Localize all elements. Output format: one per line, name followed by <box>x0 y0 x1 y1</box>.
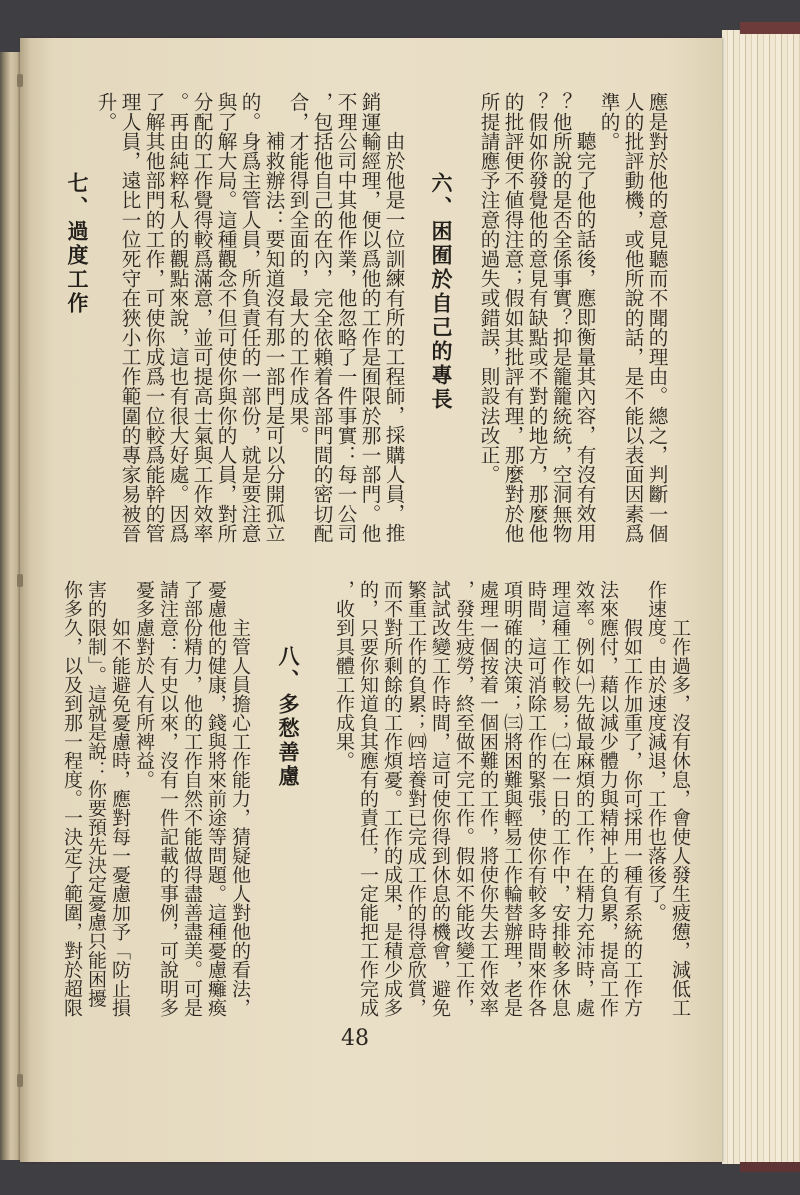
text-column: 時間，這可消除工作的緊張，使你有較多時間來作各 <box>525 580 547 1017</box>
section-6-text-block <box>93 92 405 543</box>
text-column: 繁重工作的負累；㈣培養對已完成工作的得意欣賞， <box>405 580 427 1017</box>
section-heading-7: 七、過度工作 <box>65 172 89 316</box>
text-column: 與了解大局。這種觀念不但可使你與你的人員，對所 <box>214 92 237 543</box>
intro-text-block <box>476 92 668 543</box>
text-column: 的，只要你知道負其應有的責任，一定能把工作完成 <box>357 580 379 1017</box>
text-column: 由於他是一位訓練有所的工程師，採購人員，推 <box>382 131 405 543</box>
paragraph <box>596 92 668 543</box>
section-heading-8: 八、多愁善慮 <box>276 645 300 789</box>
binding-hole <box>17 1074 23 1087</box>
paragraph <box>476 92 596 543</box>
paragraph <box>93 92 285 543</box>
book-cover-edge-top <box>740 22 800 34</box>
text-column: 補救辦法：要知道沒有那一部門是可以分開孤立 <box>262 131 285 543</box>
text-column: 的批評便不値得注意；假如其批評有理，那麼對於他 <box>501 92 524 543</box>
text-column: 工作過多，沒有休息，會使人發生疲憊，減低工 <box>669 618 691 1017</box>
text-column: 升。 <box>94 92 117 132</box>
paragraph <box>60 580 132 1017</box>
text-column: 了部份精力，他的工作自然不能做得盡善盡美。可是 <box>181 580 203 1017</box>
text-column: 人的批評動機，或他所說的話，是不能以表面因素爲 <box>621 92 644 543</box>
text-column: 假如工作加重了，你可採用一種有系統的工作方 <box>621 618 643 1017</box>
binding-hole <box>17 74 23 87</box>
section-heading-6: 六、困囿於自己的專長 <box>429 172 453 412</box>
text-column: 理這種工作較易；㈡在一日的工作中，安排較多休息 <box>549 580 571 1017</box>
text-column: 所提請應予注意的過失或錯誤，則設法改正。 <box>477 92 500 484</box>
section-8-text-block <box>60 580 252 1017</box>
text-column: 。再由純粹私人的觀點來說，這也有很大好處。因爲 <box>166 92 189 543</box>
text-column: 憂慮他的健康，錢與將來前途等問題。這種憂慮癱瘓 <box>205 580 227 1017</box>
text-column: ？假如你發覺他的意見有缺點或不對的地方，那麼他 <box>525 92 548 543</box>
text-column: 害的限制」。這就是說：你要預先決定憂慮只能困擾 <box>85 580 107 1008</box>
text-column: 主管人員擔心工作能力，猜疑他人對他的看法， <box>229 618 251 1017</box>
section-7-text-block <box>332 580 692 1017</box>
text-column: 不理公司中其他作業，他忽略了一件事實：每一公司 <box>334 92 357 543</box>
text-column: ，發生疲勞，終至做不完工作。假如不能改變工作， <box>453 580 475 1017</box>
text-column: 準的。 <box>597 92 620 151</box>
text-column: 作速度。由於速度減退，工作也落後了。 <box>645 580 667 922</box>
text-column: 你多久，以及到那一程度。一決定了範圍，對於超限 <box>61 580 83 1017</box>
text-column: 分配的工作覺得較爲滿意，並可提高士氣與工作效率 <box>190 92 213 543</box>
page-stack-edges <box>722 30 800 1164</box>
paragraph <box>332 580 644 1017</box>
text-column: 聽完了他的話後，應即衡量其內容，有沒有效用 <box>573 131 596 543</box>
text-column: ，包括他自己的在內，完全依賴着各部門間的密切配 <box>310 92 333 543</box>
text-column: 應是對於他的意見聽而不聞的理由。總之，判斷一個 <box>645 92 668 543</box>
text-column: 試試改變工作時間，這可使你得到休息的機會，避免 <box>429 580 451 1017</box>
page-number: 48 <box>341 1026 369 1051</box>
text-column: 銷運輸經理，便以爲他的工作是囿限於那一部門。他 <box>358 92 381 543</box>
text-column: 而不對所剩餘的工作煩憂。工作的成果，是積少成多 <box>381 580 403 1017</box>
text-column: 請注意：有史以來，沒有一件記載的事例，可說明多 <box>157 580 179 1017</box>
text-column: 理人員，遠比一位死守在狹小工作範圍的專家易被晉 <box>118 92 141 543</box>
binding-hole <box>17 574 23 587</box>
left-page-edge <box>0 52 20 1160</box>
text-column: ？他所說的是否全係事實？抑是籠籠統統，空洞無物 <box>549 92 572 543</box>
paragraph <box>644 580 692 1017</box>
text-column: 合，才能得到全面的，最大的工作成果。 <box>286 92 309 445</box>
book-cover-edge-bottom <box>740 1162 800 1172</box>
text-column: 了解其他部門的工作，可使你成爲一位較爲能幹的管 <box>142 92 165 543</box>
paragraph <box>132 580 252 1017</box>
text-column: 效率。例如㈠先做最麻煩的工作，在精力充沛時，處 <box>573 580 595 1017</box>
text-column: 法來應付，藉以減少體力與精神上的負累，提高工作 <box>597 580 619 1017</box>
text-column: 項明確的決策；㈢將困難與輕易工作輪替辦理，老是 <box>501 580 523 1017</box>
text-column: 的。身爲主管人員，所負責任的一部份，就是要注意 <box>238 92 261 543</box>
text-column: 憂多慮對於人有所裨益。 <box>133 580 155 789</box>
text-column: 處理一個按着一個困難的工作，將使你失去工作效率 <box>477 580 499 1017</box>
text-column: 如不能避免憂慮時，應對每一憂慮加予「防止損 <box>109 618 131 1017</box>
text-column: ，收到具體工作成果。 <box>333 580 355 770</box>
paragraph <box>285 92 405 543</box>
